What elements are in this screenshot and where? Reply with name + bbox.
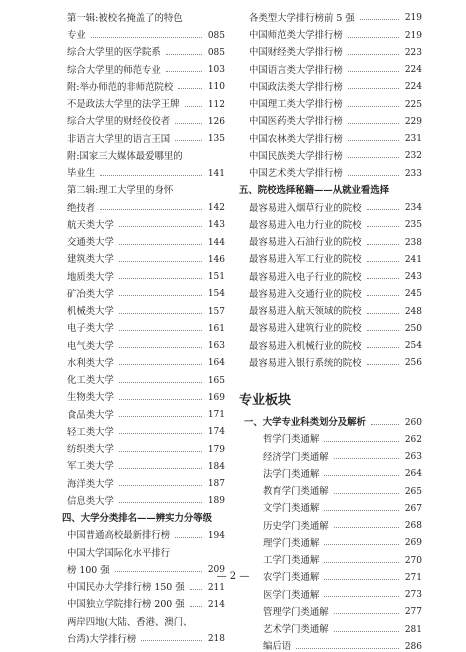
toc-entry[interactable] [62, 403, 225, 420]
dot-leader [119, 261, 202, 262]
toc-entry-title: 信息类大学 [67, 495, 114, 507]
toc-entry[interactable] [239, 428, 422, 445]
dot-leader [348, 106, 399, 107]
toc-entry[interactable] [239, 23, 422, 40]
toc-entry-page: 214 [207, 599, 225, 610]
toc-entry-title: 综合大学里的师范专业 [67, 64, 161, 76]
dot-leader [367, 347, 399, 348]
toc-entry-title: 文学门类通解 [263, 503, 320, 515]
toc-entry[interactable] [62, 41, 225, 58]
toc-entry-title: 榜 100 强 [67, 564, 110, 576]
toc-entry[interactable] [62, 317, 225, 334]
toc-entry-page: 235 [404, 220, 422, 231]
toc-entry[interactable] [239, 445, 422, 462]
toc-entry-title: 理学门类通解 [263, 537, 320, 549]
dot-leader [119, 382, 202, 383]
dot-leader [190, 606, 202, 607]
toc-entry-title: 综合大学里的医学院系 [67, 47, 161, 59]
dot-leader [334, 613, 399, 614]
dot-leader [119, 244, 202, 245]
toc-entry-page: 223 [404, 47, 422, 58]
dot-leader [324, 596, 399, 597]
toc-entry[interactable] [239, 230, 422, 247]
toc-entry-page: 189 [207, 496, 225, 507]
dot-leader [348, 175, 399, 176]
toc-entry-page: 169 [207, 392, 225, 403]
toc-entry-page: 085 [207, 30, 225, 41]
dot-leader [367, 313, 399, 314]
toc-entry[interactable] [239, 514, 422, 531]
toc-entry-title: 最容易进入烟草行业的院校 [249, 202, 362, 214]
toc-entry-title: 建筑类大学 [67, 254, 114, 266]
dot-leader [367, 244, 399, 245]
toc-entry-title: 附:举办师范的非师范院校 [67, 81, 174, 93]
toc-entry-page: 233 [404, 168, 422, 179]
toc-entry[interactable] [62, 144, 225, 161]
toc-entry-page: 164 [207, 358, 225, 369]
dot-leader [119, 295, 202, 296]
toc-entry[interactable] [62, 420, 225, 437]
dot-leader [348, 71, 399, 72]
toc-entry-page: 085 [207, 47, 225, 58]
toc-entry-page: 224 [404, 65, 422, 75]
dot-leader [175, 140, 202, 141]
toc-entry-title: 法学门类通解 [263, 468, 320, 480]
dot-leader [100, 175, 202, 176]
toc-entry[interactable] [62, 265, 225, 282]
toc-entry[interactable] [62, 541, 225, 558]
toc-entry[interactable] [62, 179, 225, 196]
toc-entry-title: 生物类大学 [67, 392, 114, 404]
toc-entry-page: 154 [207, 289, 225, 300]
dot-leader [367, 295, 399, 296]
dot-leader [348, 88, 399, 89]
toc-entry-page: 112 [207, 99, 225, 110]
toc-entry-title: 机械类大学 [67, 306, 114, 318]
toc-entry-title: 最容易进入电力行业的院校 [249, 219, 362, 231]
toc-entry-title: 经济学门类通解 [263, 451, 329, 463]
toc-entry-page: 241 [404, 254, 422, 265]
spacer [239, 368, 422, 382]
dot-leader [166, 71, 202, 72]
toc-entry[interactable] [239, 317, 422, 334]
dot-leader [175, 537, 202, 538]
toc-entry-page: 179 [207, 444, 225, 455]
dot-leader [119, 433, 202, 434]
toc-entry[interactable] [239, 548, 422, 565]
toc-entry-page: 268 [404, 521, 422, 531]
toc-entry-title: 食品类大学 [67, 409, 114, 421]
toc-entry-page: 270 [404, 555, 422, 566]
toc-entry-title: 纺织类大学 [67, 444, 114, 456]
toc-entry-title: 附:国家三大媒体最爱哪里的 [67, 150, 183, 162]
toc-entry[interactable] [239, 161, 422, 178]
toc-entry[interactable] [239, 531, 422, 548]
dot-leader [334, 458, 399, 459]
toc-entry-title: 教育学门类通解 [263, 486, 329, 498]
toc-entry[interactable] [239, 583, 422, 600]
toc-entry-title: 化工类大学 [67, 375, 114, 387]
toc-entry-title: 航天类大学 [67, 219, 114, 231]
dot-leader [119, 278, 202, 279]
toc-entry-page: 144 [207, 237, 225, 248]
toc-entry-title: 中国师范类大学排行榜 [249, 30, 343, 42]
toc-entry[interactable] [239, 127, 422, 144]
dot-leader [119, 399, 202, 400]
toc-entry-page: 219 [404, 30, 422, 41]
toc-entry-page: 273 [404, 590, 422, 600]
toc-entry-title: 中国普通高校最新排行榜 [67, 530, 171, 542]
toc-entry[interactable] [62, 282, 225, 299]
toc-entry-title: 最容易进入航天领域的院校 [249, 306, 362, 318]
toc-entry[interactable] [62, 368, 225, 385]
toc-entry-page: 229 [404, 116, 422, 127]
toc-entry[interactable] [62, 334, 225, 351]
toc-entry-title: 历史学门类通解 [263, 520, 329, 532]
toc-entry-page: 281 [404, 624, 422, 635]
toc-entry-page: 187 [207, 479, 225, 489]
toc-entry-page: 174 [207, 427, 225, 438]
toc-entry[interactable] [62, 92, 225, 109]
dot-leader [334, 527, 399, 528]
toc-entry-title: 轻工类大学 [67, 426, 114, 438]
toc-left-column [62, 6, 225, 644]
toc-entry-page: 271 [404, 572, 422, 583]
toc-entry-title: 管理学门类通解 [263, 606, 329, 618]
toc-entry-page: 243 [404, 272, 422, 282]
dot-leader [324, 441, 399, 442]
toc-entry-page: 211 [207, 582, 225, 593]
toc-entry-page: 171 [207, 410, 225, 420]
toc-entry-page: 143 [207, 220, 225, 231]
dot-leader [185, 106, 202, 107]
toc-entry[interactable] [62, 127, 225, 144]
dot-leader [119, 502, 202, 503]
toc-entry[interactable] [62, 6, 225, 23]
toc-entry-page: 256 [404, 358, 422, 369]
toc-entry[interactable] [239, 41, 422, 58]
toc-entry[interactable] [62, 524, 225, 541]
toc-entry-page: 126 [207, 116, 225, 127]
toc-entry[interactable] [239, 248, 422, 265]
section-heading: 四、大学分类排名——辨实力分等级 [62, 512, 213, 524]
toc-entry[interactable] [62, 437, 225, 454]
toc-entry-title: 中国独立学院排行榜 200 强 [67, 599, 185, 611]
toc-entry[interactable] [239, 462, 422, 479]
toc-entry-title: 地质类大学 [67, 271, 114, 283]
dot-leader [119, 416, 202, 417]
toc-entry-title: 非语言大学里的语言王国 [67, 133, 171, 145]
dot-leader [119, 330, 202, 331]
dot-leader [371, 424, 399, 425]
dot-leader [324, 544, 399, 545]
toc-entry-page: 286 [404, 641, 422, 652]
toc-entry[interactable] [62, 593, 225, 610]
toc-entry[interactable] [239, 282, 422, 299]
dot-leader [367, 364, 399, 365]
section-heading: 五、院校选择秘籍——从就业看选择 [239, 184, 390, 196]
toc-entry[interactable] [62, 455, 225, 472]
toc-entry[interactable] [62, 196, 225, 213]
toc-entry[interactable] [62, 299, 225, 316]
toc-entry-title: 第一辑:被校名掩盖了的特色 [67, 12, 183, 24]
dot-leader [100, 209, 202, 210]
toc-entry[interactable] [239, 410, 422, 427]
dot-leader [367, 226, 399, 227]
part-heading: 专业板块 [239, 393, 292, 409]
toc-entry[interactable] [62, 75, 225, 92]
dot-leader [119, 451, 202, 452]
toc-entry[interactable] [239, 617, 422, 634]
toc-entry-page: 263 [404, 452, 422, 462]
dot-leader [119, 313, 202, 314]
toc-entry[interactable] [62, 472, 225, 489]
dot-leader [119, 226, 202, 227]
dot-leader [324, 475, 399, 476]
dot-leader [119, 347, 202, 348]
toc-entry-title: 最容易进入交通行业的院校 [249, 288, 362, 300]
dot-leader [324, 562, 399, 563]
toc-entry-title: 最容易进入军工行业的院校 [249, 254, 362, 266]
dot-leader [367, 209, 399, 210]
toc-entry[interactable] [62, 58, 225, 75]
toc-entry-title: 电气类大学 [67, 340, 114, 352]
toc-entry-title: 最容易进入建筑行业的院校 [249, 323, 362, 335]
toc-entry-title: 中国农林类大学排行榜 [249, 133, 343, 145]
toc-entry-page: 184 [207, 461, 225, 472]
toc-entry-page: 142 [207, 203, 225, 213]
toc-entry[interactable] [62, 23, 225, 40]
toc-entry-page: 161 [207, 323, 225, 334]
toc-entry[interactable] [239, 265, 422, 282]
toc-entry-title: 中国民办大学排行榜 150 强 [67, 582, 185, 594]
toc-entry-title: 中国语言类大学排行榜 [249, 64, 343, 76]
toc-entry-title: 毕业生 [67, 168, 96, 180]
toc-entry-page: 232 [404, 151, 422, 162]
toc-entry-title: 电子类大学 [67, 323, 114, 335]
toc-entry[interactable] [239, 635, 422, 652]
toc-entry-title: 矿冶类大学 [67, 288, 114, 300]
toc-entry-title: 中国理工类大学排行榜 [249, 99, 343, 111]
dot-leader [348, 37, 399, 38]
toc-entry-page: 163 [207, 341, 225, 351]
toc-entry[interactable] [239, 334, 422, 351]
toc-entry-page: 151 [207, 272, 225, 282]
toc-entry[interactable] [62, 610, 225, 627]
toc-entry-title: 最容易进入机械行业的院校 [249, 340, 362, 352]
page-number: — 2 — [216, 571, 250, 582]
toc-entry[interactable] [239, 110, 422, 127]
toc-entry-title: 最容易进入石油行业的院校 [249, 237, 362, 249]
toc-entry-title: 两岸四地(大陆、香港、澳门、 [67, 616, 193, 628]
dot-leader [190, 589, 202, 590]
toc-entry[interactable] [239, 213, 422, 230]
dot-leader [166, 54, 202, 55]
dot-leader [119, 468, 202, 469]
toc-entry-title: 中国民族类大学排行榜 [249, 150, 343, 162]
toc-entry-title: 不是政法大学里的法学王牌 [67, 99, 180, 111]
dot-leader [141, 640, 202, 641]
toc-entry[interactable] [62, 248, 225, 265]
toc-entry-page: 194 [207, 530, 225, 541]
toc-entry[interactable] [239, 497, 422, 514]
toc-entry-title: 最容易进入银行系统的院校 [249, 357, 362, 369]
toc-entry-title: 水利类大学 [67, 357, 114, 369]
toc-entry-page: 110 [207, 82, 225, 93]
toc-right-column [239, 6, 422, 652]
toc-entry[interactable] [239, 144, 422, 161]
toc-entry[interactable] [239, 351, 422, 368]
dot-leader [348, 54, 399, 55]
toc-entry-title: 绝技者 [67, 202, 96, 214]
toc-entry-page: 209 [207, 565, 225, 576]
toc-entry[interactable] [239, 58, 422, 75]
toc-entry-title: 一、大学专业科类划分及解析 [244, 417, 366, 429]
toc-entry-page: 218 [207, 634, 225, 645]
toc-entry[interactable] [62, 161, 225, 178]
toc-entry[interactable] [62, 110, 225, 127]
toc-entry-title: 专业 [67, 30, 86, 42]
toc-entry[interactable] [239, 600, 422, 617]
toc-entry-page: 146 [207, 254, 225, 265]
toc-entry-title: 中国艺术类大学排行榜 [249, 168, 343, 180]
toc-entry-title: 编后语 [263, 641, 292, 652]
toc-entry-page: 260 [404, 417, 422, 428]
toc-entry-page: 277 [404, 607, 422, 618]
toc-entry-title: 农学门类通解 [263, 572, 320, 584]
dot-leader [119, 485, 202, 486]
dot-leader [91, 37, 202, 38]
toc-entry-page: 248 [404, 306, 422, 317]
toc-entry-title: 各类型大学排行榜前 5 强 [249, 12, 355, 24]
toc-entry-title: 工学门类通解 [263, 555, 320, 567]
toc-entry[interactable] [239, 6, 422, 23]
toc-entry[interactable] [239, 479, 422, 496]
toc-entry[interactable] [62, 230, 225, 247]
toc-entry-title: 中国财经类大学排行榜 [249, 47, 343, 59]
toc-entry-page: 224 [404, 82, 422, 93]
toc-entry-page: 165 [207, 375, 225, 386]
toc-entry-title: 中国政法类大学排行榜 [249, 81, 343, 93]
toc-entry-page: 269 [404, 538, 422, 549]
toc-entry-page: 141 [207, 168, 225, 179]
dot-leader [324, 510, 399, 511]
dot-leader [367, 278, 399, 279]
toc-entry-page: 135 [207, 134, 225, 144]
toc-entry[interactable] [62, 386, 225, 403]
dot-leader [296, 648, 399, 649]
toc-entry[interactable] [62, 627, 225, 644]
toc-entry[interactable] [239, 299, 422, 316]
toc-entry-title: 军工类大学 [67, 461, 114, 473]
toc-entry-page: 245 [404, 289, 422, 300]
toc-entry-page: 103 [207, 65, 225, 75]
dot-leader [334, 631, 399, 632]
toc-entry-title: 中国大学国际化水平排行 [67, 547, 171, 559]
toc-entry-title: 中国医药类大学排行榜 [249, 116, 343, 128]
toc-entry-title: 第二辑:理工大学里的身怀 [67, 185, 174, 197]
toc-entry-title: 哲学门类通解 [263, 434, 320, 446]
toc-entry[interactable] [239, 92, 422, 109]
toc-entry-title: 综合大学里的财经佼佼者 [67, 116, 171, 128]
dot-leader [360, 19, 399, 20]
dot-leader [119, 364, 202, 365]
toc-entry-title: 最容易进入电子行业的院校 [249, 271, 362, 283]
toc-entry-page: 254 [404, 341, 422, 351]
toc-entry-title: 交通类大学 [67, 237, 114, 249]
toc-entry-page: 234 [404, 203, 422, 213]
toc-entry-page: 265 [404, 486, 422, 497]
dot-leader [348, 140, 399, 141]
dot-leader [367, 261, 399, 262]
toc-entry[interactable] [62, 489, 225, 506]
toc-entry-page: 219 [404, 13, 422, 24]
toc-entry-page: 262 [404, 434, 422, 445]
toc-entry-page: 267 [404, 503, 422, 514]
toc-entry-title: 台湾)大学排行榜 [67, 633, 137, 645]
toc-entry-page: 238 [404, 237, 422, 248]
dot-leader [178, 88, 202, 89]
dot-leader [348, 157, 399, 158]
toc-entry-title: 医学门类通解 [263, 589, 320, 601]
dot-leader [175, 123, 202, 124]
toc-entry-page: 157 [207, 306, 225, 317]
toc-entry-title: 艺术学门类通解 [263, 624, 329, 636]
toc-entry-page: 225 [404, 99, 422, 110]
toc-entry[interactable] [239, 196, 422, 213]
toc-entry-page: 231 [404, 134, 422, 144]
toc-entry-page: 250 [404, 323, 422, 334]
toc-entry[interactable] [239, 75, 422, 92]
toc-entry-title: 海洋类大学 [67, 478, 114, 490]
dot-leader [334, 493, 399, 494]
dot-leader [367, 330, 399, 331]
toc-entry[interactable] [62, 351, 225, 368]
dot-leader [348, 123, 399, 124]
toc-entry[interactable] [62, 213, 225, 230]
toc-entry-page: 264 [404, 469, 422, 480]
